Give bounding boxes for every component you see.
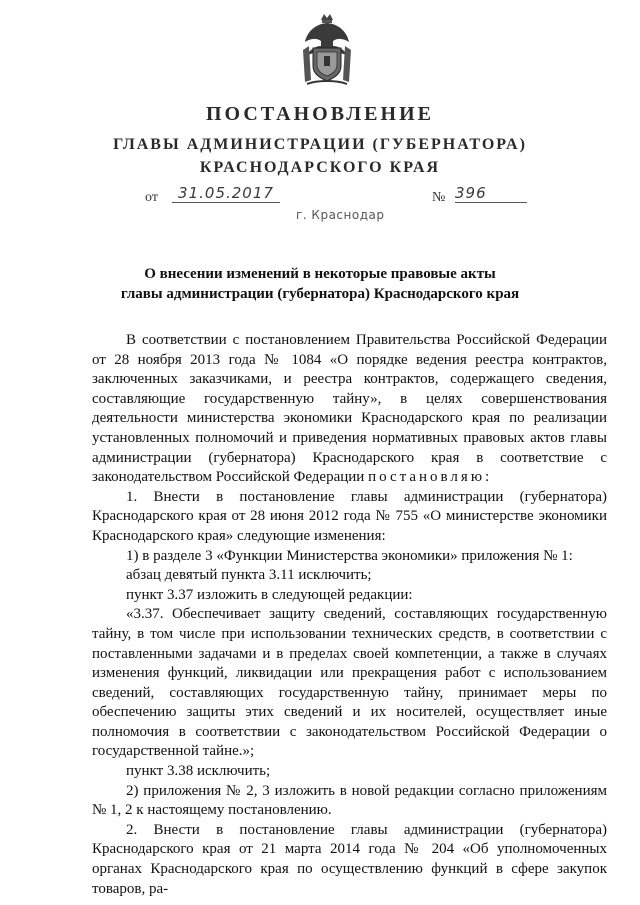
paragraph-subitem-1: 1) в разделе 3 «Функции Министерства экономики» приложения № 1: — [126, 547, 573, 564]
paragraph-clause-3-37-text: «3.37. Обеспечивает защиту сведений, составляющих государственную тайну, в том числе при использовании технических средств, в соответствии с поставленными задачами и в пределах своей компетенции, а также в случаях изменения функций, ликвидации или прекращения работ с использованием сведений, составляющих государственную тайну, принимает меры по обеспечению защиты этих сведений и их носителей, осуществляет иные полномочия в соответствии с законодательством Российской Федерации о государственной тайне.»; — [92, 606, 607, 760]
city-label: г. Краснодар — [296, 208, 385, 222]
paragraph-clause-3-37-intro: пункт 3.37 изложить в следующей редакции: — [126, 586, 413, 603]
document-title-line-2: главы администрации (губернатора) Краснодарского края — [120, 286, 520, 302]
paragraph-item-1: 1. Внести в постановление главы администрации (губернатора) Краснодарского края от 28 июня 2012 года № 755 «О министерстве экономики Краснодарского края» следующие изменения: — [92, 488, 607, 544]
coat-of-arms-emblem — [297, 10, 357, 88]
preamble-paragraph — [92, 331, 607, 488]
document-body — [92, 331, 607, 899]
paragraph-item-2: 2. Внести в постановление главы администрации (губернатора) Краснодарского края от 21 марта 2014 года № 204 «Об уполномоченных органах Краснодарского края по осуществлению функций в сфере закупок товаров, ра- — [92, 821, 607, 897]
date-label: от — [145, 190, 158, 205]
paragraph-subitem-2: 2) приложения № 2, 3 изложить в новой редакции согласно приложениям № 1, 2 к настоящему постановлению. — [92, 782, 607, 819]
handwritten-date: 31.05.2017 — [172, 184, 280, 203]
document-title-line-1: О внесении изменений в некоторые правовые акты — [144, 266, 496, 282]
preamble-text: В соответствии с постановлением Правительства Российской Федерации от 28 ноября 2013 года № 1084 «О порядке ведения реестра контрактов, заключенных заказчиками, и реестра контрактов, содержащего сведения, составляющие государственную тайну», в целях совершенствования деятельности министерства экономики Краснодарского края по реализации установленных полномочий и приведения нормативных правовых актов главы администрации (губернатора) Краснодарского края в соответствие с законодательством Российской Федерации — [92, 332, 607, 486]
issuer-line-2: КРАСНОДАРСКОГО КРАЯ — [199, 159, 441, 176]
number-label: № — [432, 190, 446, 205]
paragraph-clause-3-38: пункт 3.38 исключить; — [126, 763, 271, 780]
issuer-line-1: ГЛАВЫ АДМИНИСТРАЦИИ (ГУБЕРНАТОРА) — [113, 136, 527, 153]
handwritten-number: 396 — [455, 184, 527, 203]
paragraph-clause-3-11: абзац девятый пункта 3.11 исключить; — [126, 567, 372, 584]
decree-word: постановляю: — [368, 469, 493, 486]
document-type-heading: ПОСТАНОВЛЕНИЕ — [206, 103, 434, 125]
